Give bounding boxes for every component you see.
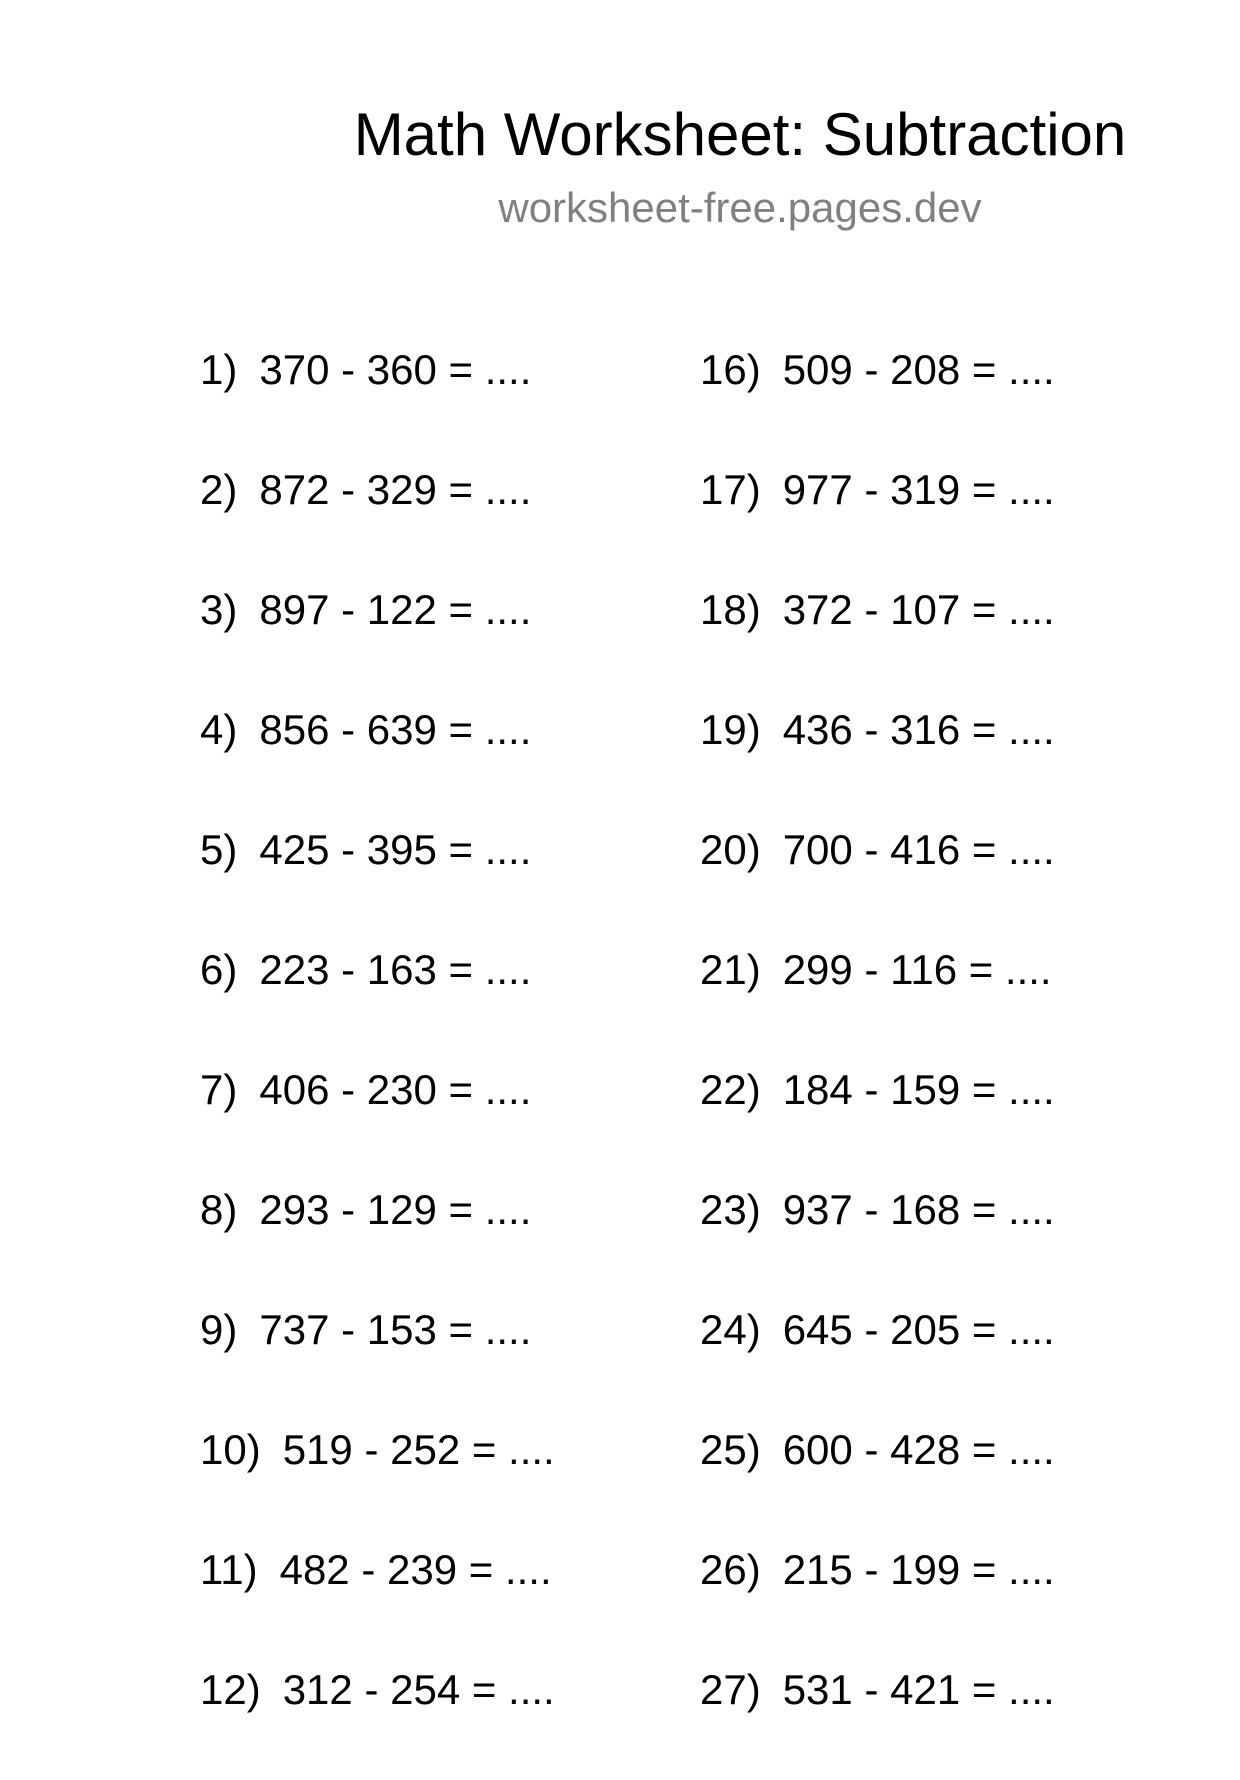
problem-number: 24): [700, 1306, 761, 1353]
problem-number: 4): [200, 706, 238, 753]
problem-item: [200, 940, 555, 1060]
problem-number: 22): [700, 1066, 761, 1113]
problem-item: [200, 460, 555, 580]
problem-expression: 372 - 107 = ....: [782, 586, 1055, 633]
problem-item: [700, 460, 1055, 580]
problem-expression: 184 - 159 = ....: [782, 1066, 1055, 1113]
problem-expression: 293 - 129 = ....: [259, 1186, 532, 1233]
problem-number: 12): [200, 1666, 261, 1713]
problem-expression: 215 - 199 = ....: [782, 1546, 1055, 1593]
problem-number: 9): [200, 1306, 238, 1353]
page-subtitle: worksheet-free.pages.dev: [498, 184, 982, 231]
problem-number: 11): [200, 1546, 258, 1593]
problem-expression: 509 - 208 = ....: [782, 346, 1055, 393]
problem-number: 27): [700, 1666, 761, 1713]
problem-column-right: [700, 340, 1055, 1780]
problem-item: [700, 1540, 1055, 1660]
problem-item: [200, 1300, 555, 1420]
problem-expression: 897 - 122 = ....: [259, 586, 532, 633]
problem-item: [700, 1060, 1055, 1180]
problem-expression: 531 - 421 = ....: [782, 1666, 1055, 1713]
problem-expression: 312 - 254 = ....: [282, 1666, 555, 1713]
problem-item: [700, 340, 1055, 460]
problem-number: 1): [200, 346, 238, 393]
problem-column-left: [200, 340, 555, 1780]
problem-number: 5): [200, 826, 238, 873]
problem-expression: 977 - 319 = ....: [782, 466, 1055, 513]
page-title: Math Worksheet: Subtraction: [353, 101, 1127, 168]
problem-item: [200, 820, 555, 940]
problem-item: [200, 1420, 555, 1540]
problem-item: [200, 1660, 555, 1780]
problem-item: [200, 1060, 555, 1180]
problem-number: 7): [200, 1066, 238, 1113]
problem-item: [700, 1300, 1055, 1420]
problem-number: 26): [700, 1546, 761, 1593]
problem-expression: 406 - 230 = ....: [259, 1066, 532, 1113]
problem-expression: 370 - 360 = ....: [259, 346, 532, 393]
problem-number: 6): [200, 946, 238, 993]
problem-expression: 737 - 153 = ....: [259, 1306, 532, 1353]
problem-number: 18): [700, 586, 761, 633]
problem-expression: 519 - 252 = ....: [282, 1426, 555, 1473]
problem-item: [700, 580, 1055, 700]
problem-item: [700, 1180, 1055, 1300]
problem-item: [700, 700, 1055, 820]
problem-number: 20): [700, 826, 761, 873]
problem-number: 17): [700, 466, 761, 513]
problem-number: 19): [700, 706, 761, 753]
problem-item: [700, 820, 1055, 940]
problem-number: 8): [200, 1186, 238, 1233]
problem-expression: 872 - 329 = ....: [259, 466, 532, 513]
problem-expression: 700 - 416 = ....: [782, 826, 1055, 873]
problem-number: 2): [200, 466, 238, 513]
problem-expression: 645 - 205 = ....: [782, 1306, 1055, 1353]
problem-item: [200, 340, 555, 460]
problem-item: [200, 1180, 555, 1300]
problem-expression: 299 - 116 = ....: [782, 946, 1052, 993]
problem-item: [200, 1540, 555, 1660]
problem-item: [700, 1420, 1055, 1540]
problem-number: 10): [200, 1426, 261, 1473]
problem-expression: 600 - 428 = ....: [782, 1426, 1055, 1473]
problem-expression: 482 - 239 = ....: [279, 1546, 552, 1593]
problem-item: [700, 940, 1055, 1060]
problem-expression: 425 - 395 = ....: [259, 826, 532, 873]
problem-expression: 223 - 163 = ....: [259, 946, 532, 993]
problem-item: [200, 700, 555, 820]
problem-expression: 436 - 316 = ....: [782, 706, 1055, 753]
problem-expression: 937 - 168 = ....: [782, 1186, 1055, 1233]
problem-number: 25): [700, 1426, 761, 1473]
problem-number: 21): [700, 946, 761, 993]
problem-number: 3): [200, 586, 238, 633]
problem-number: 16): [700, 346, 761, 393]
problem-expression: 856 - 639 = ....: [259, 706, 532, 753]
problem-item: [700, 1660, 1055, 1780]
problem-item: [200, 580, 555, 700]
problem-number: 23): [700, 1186, 761, 1233]
